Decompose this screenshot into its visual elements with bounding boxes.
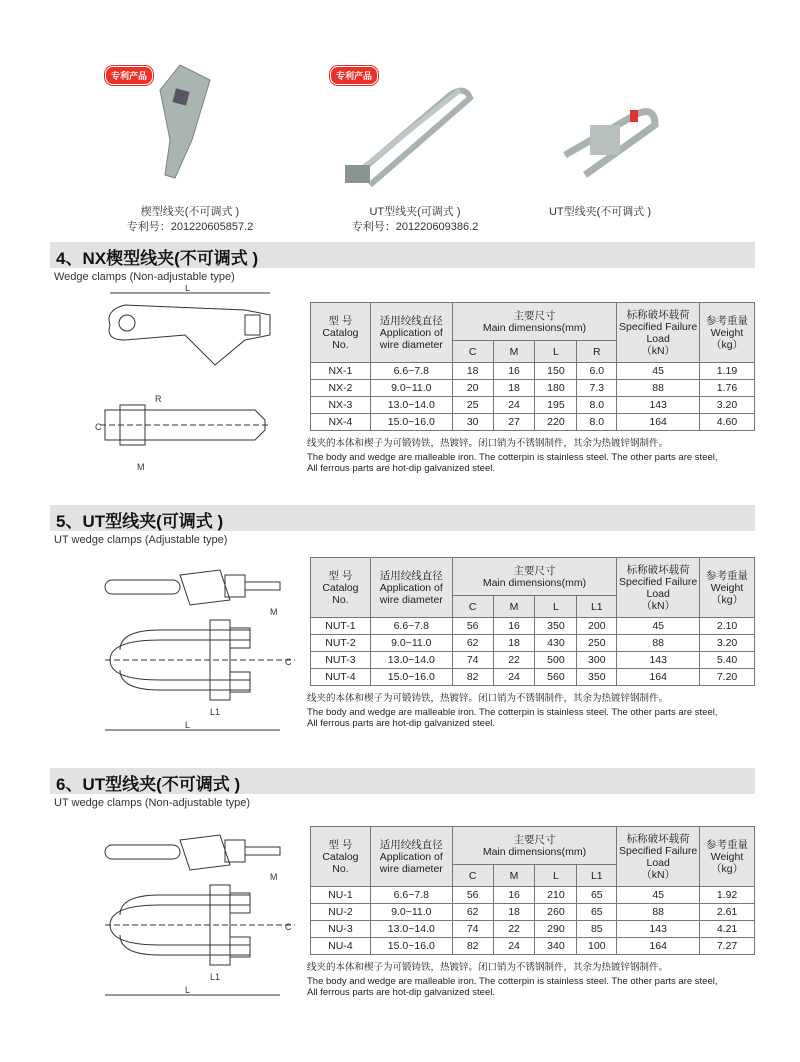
header-line: 标称破坏载荷 <box>626 832 690 845</box>
table-cell: 100 <box>577 938 617 955</box>
section-header <box>50 505 755 531</box>
header-failure-load <box>617 827 700 887</box>
header-wire-diameter <box>370 558 452 618</box>
ut-clamp-adjustable-photo <box>330 80 480 200</box>
section-header <box>50 242 755 268</box>
product-patent: 专利号：201220605857.2 <box>126 221 254 233</box>
table-cell: 20 <box>452 380 493 397</box>
header-line: 参考重量 <box>706 838 749 851</box>
header-line: （kg） <box>710 862 744 875</box>
wedge-clamp-drawing <box>95 285 285 480</box>
header-dim: L <box>535 865 577 887</box>
table-cell: 340 <box>535 938 577 955</box>
table-cell: 210 <box>535 887 577 904</box>
table-cell: 88 <box>617 904 700 921</box>
table-cell: NUT-1 <box>311 618 371 635</box>
table-cell: 82 <box>452 669 493 686</box>
table-cell: NU-4 <box>311 938 371 955</box>
header-line: 适用绞线直径 <box>379 314 443 327</box>
material-note <box>307 438 727 474</box>
table-cell: 24 <box>493 669 535 686</box>
svg-text:L: L <box>185 720 191 730</box>
header-line: （kg） <box>710 593 744 606</box>
table-cell: 7.20 <box>700 669 755 686</box>
table-cell: 6.0 <box>577 363 617 380</box>
table-row <box>311 669 755 686</box>
table-cell: 9.0~11.0 <box>370 904 452 921</box>
table-cell: 18 <box>493 380 535 397</box>
table-cell: 6.6~7.8 <box>370 618 452 635</box>
header-line: （kg） <box>710 338 744 351</box>
table-cell: 24 <box>493 938 535 955</box>
section-subtitle: UT wedge clamps (Adjustable type) <box>54 534 228 546</box>
note-en: The body and wedge are malleable iron. The cotterpin is stainless steel. The other parts are steel, All ferrous parts are hot-dip galvanized steel. <box>307 707 718 729</box>
table-row <box>311 397 755 414</box>
note-en: The body and wedge are malleable iron. The cotterpin is stainless steel. The other parts are steel, All ferrous parts are hot-dip galvanized steel. <box>307 452 718 474</box>
table-cell: 22 <box>493 921 535 938</box>
table-cell: 45 <box>617 363 700 380</box>
table-cell: 260 <box>535 904 577 921</box>
svg-text:C: C <box>285 657 292 667</box>
header-line: Application of <box>379 326 443 339</box>
header-dim: M <box>493 341 535 363</box>
header-line: 主要尺寸 <box>513 309 556 322</box>
ut-clamp-nonadjustable-photo <box>545 95 665 195</box>
header-main-dimensions <box>452 303 617 341</box>
table-cell: 25 <box>452 397 493 414</box>
table-cell: 143 <box>617 397 700 414</box>
header-dim: L1 <box>577 865 617 887</box>
header-line: Specified Failure <box>619 575 698 588</box>
patent-badge: 专利产品 <box>330 66 378 85</box>
table-cell: 22 <box>493 652 535 669</box>
table-cell: 16 <box>493 887 535 904</box>
header-catalog <box>311 827 371 887</box>
table-cell: 45 <box>617 887 700 904</box>
table-cell: 82 <box>452 938 493 955</box>
table-cell: NX-3 <box>311 397 371 414</box>
header-line: wire diameter <box>379 593 443 606</box>
header-main-dimensions <box>452 827 617 865</box>
header-weight <box>700 558 755 618</box>
ut-clamp-drawing <box>100 560 300 745</box>
table-cell: 65 <box>577 904 617 921</box>
table-cell: 164 <box>617 414 700 431</box>
header-catalog <box>311 558 371 618</box>
product-patent: 专利号：201220609386.2 <box>351 221 479 233</box>
note-cn: 线夹的本体和楔子为可锻铸铁，热镀锌。闭口销为不锈钢制件，其余为热镀锌钢制件。 <box>307 438 669 449</box>
table-row <box>311 921 755 938</box>
table-cell: 1.92 <box>700 887 755 904</box>
svg-text:L: L <box>185 285 191 293</box>
table-cell: 8.0 <box>577 397 617 414</box>
table-cell: 220 <box>535 414 577 431</box>
note-cn: 线夹的本体和楔子为可锻铸铁，热镀锌。闭口销为不锈钢制件，其余为热镀锌钢制件。 <box>307 962 669 973</box>
table-cell: 30 <box>452 414 493 431</box>
table-cell: 16 <box>493 363 535 380</box>
table-cell: NX-1 <box>311 363 371 380</box>
header-line: 参考重量 <box>706 314 749 327</box>
table-row <box>311 414 755 431</box>
header-line: （kN） <box>641 868 676 881</box>
header-line: Specified Failure <box>619 844 698 857</box>
header-catalog <box>311 303 371 363</box>
table-cell: 8.0 <box>577 414 617 431</box>
header-wire-diameter <box>370 827 452 887</box>
header-line: 型 号 <box>328 314 353 327</box>
table-cell: NUT-2 <box>311 635 371 652</box>
table-row <box>311 887 755 904</box>
header-line: 标称破坏载荷 <box>626 308 690 321</box>
table-cell: 180 <box>535 380 577 397</box>
header-weight <box>700 303 755 363</box>
table-cell: 18 <box>452 363 493 380</box>
table-cell: 2.10 <box>700 618 755 635</box>
table-cell: 15.0~16.0 <box>370 938 452 955</box>
table-cell: 13.0~14.0 <box>370 652 452 669</box>
svg-text:M: M <box>270 607 278 617</box>
table-cell: 13.0~14.0 <box>370 921 452 938</box>
header-line: Catalog <box>322 326 359 339</box>
header-line: 主要尺寸 <box>513 564 556 577</box>
header-line: 标称破坏载荷 <box>626 563 690 576</box>
table-cell: 74 <box>452 921 493 938</box>
svg-text:M: M <box>137 462 145 472</box>
table-cell: 350 <box>535 618 577 635</box>
table-cell: 200 <box>577 618 617 635</box>
table-cell: 5.40 <box>700 652 755 669</box>
svg-text:L1: L1 <box>210 972 221 982</box>
header-failure-load <box>617 558 700 618</box>
table-cell: 560 <box>535 669 577 686</box>
header-line: Load <box>646 587 670 600</box>
table-cell: 1.76 <box>700 380 755 397</box>
table-cell: 164 <box>617 669 700 686</box>
svg-text:L: L <box>185 985 191 995</box>
table-cell: 27 <box>493 414 535 431</box>
table-cell: 15.0~16.0 <box>370 669 452 686</box>
table-cell: 16 <box>493 618 535 635</box>
product-name: UT型线夹(不可调式 ) <box>548 206 652 218</box>
table-cell: 88 <box>617 380 700 397</box>
table-row <box>311 380 755 397</box>
header-line: Weight <box>710 581 744 594</box>
patent-badge: 专利产品 <box>105 66 153 85</box>
material-note <box>307 693 727 729</box>
header-dim: C <box>452 341 493 363</box>
material-note <box>307 962 727 998</box>
section-header <box>50 768 755 794</box>
table-row <box>311 904 755 921</box>
table-cell: 7.27 <box>700 938 755 955</box>
table-cell: 195 <box>535 397 577 414</box>
section-subtitle: UT wedge clamps (Non-adjustable type) <box>54 797 251 809</box>
header-line: 适用绞线直径 <box>379 838 443 851</box>
table-cell: 430 <box>535 635 577 652</box>
spec-table <box>310 826 755 955</box>
header-weight <box>700 827 755 887</box>
header-line: wire diameter <box>379 338 443 351</box>
table-cell: 56 <box>452 887 493 904</box>
header-main-dimensions <box>452 558 617 596</box>
product-name: UT型线夹(可调式 ) <box>369 206 461 218</box>
table-cell: 1.19 <box>700 363 755 380</box>
table-cell: 4.60 <box>700 414 755 431</box>
header-line: Catalog <box>322 850 359 863</box>
header-line: No. <box>332 593 349 606</box>
table-cell: 250 <box>577 635 617 652</box>
table-cell: 9.0~11.0 <box>370 635 452 652</box>
svg-text:C: C <box>95 422 102 432</box>
table-cell: 56 <box>452 618 493 635</box>
header-line: No. <box>332 862 349 875</box>
section-title: 4、NX楔型线夹(不可调式 ) <box>56 249 259 268</box>
table-cell: 88 <box>617 635 700 652</box>
table-cell: 3.20 <box>700 397 755 414</box>
table-cell: 45 <box>617 618 700 635</box>
header-wire-diameter <box>370 303 452 363</box>
svg-text:M: M <box>270 872 278 882</box>
header-line: （kN） <box>641 344 676 357</box>
table-cell: 9.0~11.0 <box>370 380 452 397</box>
wedge-clamp-photo <box>130 60 220 190</box>
table-cell: 6.6~7.8 <box>370 887 452 904</box>
header-dim: M <box>493 596 535 618</box>
table-cell: 15.0~16.0 <box>370 414 452 431</box>
header-line: Main dimensions(mm) <box>482 576 587 589</box>
header-line: No. <box>332 338 349 351</box>
table-cell: NU-1 <box>311 887 371 904</box>
header-dim: L <box>535 596 577 618</box>
table-cell: 24 <box>493 397 535 414</box>
header-line: 主要尺寸 <box>513 833 556 846</box>
table-cell: 18 <box>493 904 535 921</box>
header-line: Catalog <box>322 581 359 594</box>
table-row <box>311 618 755 635</box>
header-line: 参考重量 <box>706 569 749 582</box>
svg-text:R: R <box>155 394 162 404</box>
table-cell: 18 <box>493 635 535 652</box>
header-line: Weight <box>710 326 744 339</box>
table-cell: 7.3 <box>577 380 617 397</box>
section-title: 5、UT型线夹(可调式 ) <box>56 512 224 531</box>
table-cell: 65 <box>577 887 617 904</box>
header-failure-load <box>617 303 700 363</box>
header-line: Specified Failure <box>619 320 698 333</box>
section-title: 6、UT型线夹(不可调式 ) <box>56 775 241 794</box>
spec-table <box>310 302 755 431</box>
table-cell: 300 <box>577 652 617 669</box>
header-line: wire diameter <box>379 862 443 875</box>
table-cell: NUT-3 <box>311 652 371 669</box>
note-en: The body and wedge are malleable iron. The cotterpin is stainless steel. The other parts are steel, All ferrous parts are hot-dip galvanized steel. <box>307 976 718 998</box>
table-cell: 13.0~14.0 <box>370 397 452 414</box>
note-cn: 线夹的本体和楔子为可锻铸铁，热镀锌。闭口销为不锈钢制件，其余为热镀锌钢制件。 <box>307 693 669 704</box>
table-cell: 74 <box>452 652 493 669</box>
table-cell: 3.20 <box>700 635 755 652</box>
table-cell: 500 <box>535 652 577 669</box>
table-cell: NU-3 <box>311 921 371 938</box>
table-cell: 62 <box>452 635 493 652</box>
table-cell: 290 <box>535 921 577 938</box>
table-cell: 4.21 <box>700 921 755 938</box>
spec-table <box>310 557 755 686</box>
ut-clamp-drawing <box>100 825 300 1010</box>
header-line: Load <box>646 332 670 345</box>
header-dim: L <box>535 341 577 363</box>
table-cell: 143 <box>617 921 700 938</box>
svg-text:L1: L1 <box>210 707 221 717</box>
header-dim: C <box>452 596 493 618</box>
table-cell: NU-2 <box>311 904 371 921</box>
header-line: Main dimensions(mm) <box>482 845 587 858</box>
svg-text:C: C <box>285 922 292 932</box>
table-cell: 2.61 <box>700 904 755 921</box>
table-cell: 150 <box>535 363 577 380</box>
table-cell: 62 <box>452 904 493 921</box>
header-dim: M <box>493 865 535 887</box>
table-cell: 6.6~7.8 <box>370 363 452 380</box>
header-line: 适用绞线直径 <box>379 569 443 582</box>
product-name: 楔型线夹(不可调式 ) <box>140 206 240 218</box>
table-cell: 350 <box>577 669 617 686</box>
table-row <box>311 938 755 955</box>
header-line: Application of <box>379 581 443 594</box>
header-line: 型 号 <box>328 569 353 582</box>
header-dim: R <box>577 341 617 363</box>
header-line: Application of <box>379 850 443 863</box>
header-line: Weight <box>710 850 744 863</box>
table-cell: 164 <box>617 938 700 955</box>
header-line: Load <box>646 856 670 869</box>
table-cell: NX-4 <box>311 414 371 431</box>
table-cell: 143 <box>617 652 700 669</box>
header-line: 型 号 <box>328 838 353 851</box>
header-dim: C <box>452 865 493 887</box>
table-row <box>311 635 755 652</box>
header-line: （kN） <box>641 599 676 612</box>
table-cell: NX-2 <box>311 380 371 397</box>
header-line: Main dimensions(mm) <box>482 321 587 334</box>
section-subtitle: Wedge clamps (Non-adjustable type) <box>54 271 235 283</box>
table-cell: 85 <box>577 921 617 938</box>
header-dim: L1 <box>577 596 617 618</box>
table-cell: NUT-4 <box>311 669 371 686</box>
table-row <box>311 363 755 380</box>
table-row <box>311 652 755 669</box>
